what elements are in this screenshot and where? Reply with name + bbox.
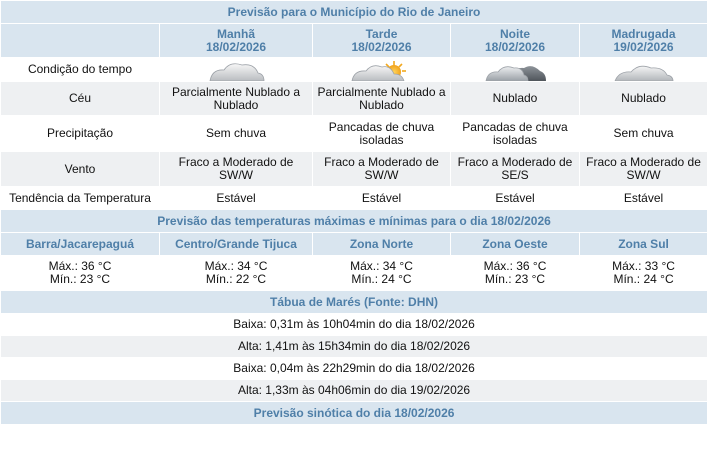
zone-temps-cell	[160, 256, 313, 291]
period-header-row	[1, 24, 708, 58]
min-temp: Mín.: 23 °C	[484, 272, 546, 286]
min-temp: Mín.: 24 °C	[613, 272, 674, 286]
precipitacao-cell: Sem chuva	[580, 116, 708, 152]
tide-entry: Baixa: 0,04m às 22h29min do dia 18/02/2026	[1, 358, 708, 380]
period-name: Tarde	[365, 26, 398, 41]
row-label-tendencia: Tendência da Temperatura	[1, 187, 160, 210]
tides-title-row	[1, 291, 708, 314]
period-date: 18/02/2026	[351, 39, 412, 54]
synoptic-title-row	[1, 402, 708, 425]
precipitacao-cell: Sem chuva	[160, 116, 313, 152]
zones-header-row	[1, 233, 708, 256]
period-header-manha	[160, 24, 313, 58]
ceu-cell: Parcialmente Nublado a Nublado	[313, 82, 451, 116]
title-row	[1, 1, 708, 24]
zone-header: Zona Norte	[313, 233, 451, 256]
row-label-condicao: Condição do tempo	[1, 58, 160, 82]
partly-cloudy-icon	[206, 59, 266, 81]
tide-entry: Alta: 1,33m às 04h06min do dia 19/02/2026	[1, 380, 708, 402]
precipitacao-cell: Pancadas de chuva isoladas	[313, 116, 451, 152]
corner-cell	[1, 24, 160, 58]
zones-temps-row	[1, 256, 708, 291]
tendencia-cell: Estável	[580, 187, 708, 210]
tide-entry: Alta: 1,41m às 15h34min do dia 18/02/2026	[1, 336, 708, 358]
zone-temps-cell	[313, 256, 451, 291]
zone-header: Zona Oeste	[451, 233, 580, 256]
period-date: 19/02/2026	[613, 39, 674, 54]
ceu-cell: Nublado	[580, 82, 708, 116]
row-label-vento: Vento	[1, 152, 160, 187]
max-temp: Máx.: 36 °C	[48, 259, 112, 273]
ceu-cell: Nublado	[451, 82, 580, 116]
temps-title-row	[1, 210, 708, 233]
condition-cell-manha	[160, 58, 313, 82]
cloudy-night-icon	[484, 59, 546, 81]
temps-title: Previsão das temperaturas máximas e mínimas para o dia 18/02/2026	[1, 210, 708, 233]
condition-cell-noite	[451, 58, 580, 82]
vento-cell: Fraco a Moderado de SW/W	[580, 152, 708, 187]
condition-cell-tarde	[313, 58, 451, 82]
zone-temps-cell	[1, 256, 160, 291]
min-temp: Mín.: 24 °C	[351, 272, 412, 286]
ceu-row	[1, 82, 708, 116]
max-temp: Máx.: 36 °C	[483, 259, 547, 273]
period-name: Noite	[500, 26, 530, 41]
sun-cloud-icon	[350, 59, 414, 81]
max-temp: Máx.: 34 °C	[350, 259, 413, 273]
max-temp: Máx.: 34 °C	[204, 259, 268, 273]
period-name: Manhã	[216, 26, 255, 41]
tendencia-row	[1, 187, 708, 210]
period-date: 18/02/2026	[484, 39, 546, 54]
condition-cell-madrugada	[580, 58, 708, 82]
vento-cell: Fraco a Moderado de SE/S	[451, 152, 580, 187]
vento-row	[1, 152, 708, 187]
tide-row	[1, 314, 708, 336]
vento-cell: Fraco a Moderado de SW/W	[313, 152, 451, 187]
tides-title: Tábua de Marés (Fonte: DHN)	[1, 291, 708, 314]
tide-row	[1, 336, 708, 358]
synoptic-title: Previsão sinótica do dia 18/02/2026	[1, 402, 708, 425]
period-date: 18/02/2026	[205, 39, 267, 54]
precipitacao-cell: Pancadas de chuva isoladas	[451, 116, 580, 152]
condition-row	[1, 58, 708, 82]
cloud-icon	[613, 59, 675, 81]
zone-header: Centro/Grande Tijuca	[160, 233, 313, 256]
tendencia-cell: Estável	[313, 187, 451, 210]
period-name: Madrugada	[611, 26, 676, 41]
min-temp: Mín.: 22 °C	[205, 272, 267, 286]
ceu-cell: Parcialmente Nublado a Nublado	[160, 82, 313, 116]
forecast-title: Previsão para o Município do Rio de Janeiro	[1, 1, 708, 24]
zone-temps-cell	[451, 256, 580, 291]
tendencia-cell: Estável	[451, 187, 580, 210]
precipitacao-row	[1, 116, 708, 152]
tide-entry: Baixa: 0,31m às 10h04min do dia 18/02/2026	[1, 314, 708, 336]
tide-row	[1, 380, 708, 402]
tide-row	[1, 358, 708, 380]
row-label-precipitacao: Precipitação	[1, 116, 160, 152]
tendencia-cell: Estável	[160, 187, 313, 210]
period-header-madrugada	[580, 24, 708, 58]
row-label-ceu: Céu	[1, 82, 160, 116]
vento-cell: Fraco a Moderado de SW/W	[160, 152, 313, 187]
zone-header: Zona Sul	[580, 233, 708, 256]
max-temp: Máx.: 33 °C	[612, 259, 675, 273]
zone-temps-cell	[580, 256, 708, 291]
period-header-tarde	[313, 24, 451, 58]
min-temp: Mín.: 23 °C	[49, 272, 111, 286]
zone-header: Barra/Jacarepaguá	[1, 233, 160, 256]
period-header-noite	[451, 24, 580, 58]
